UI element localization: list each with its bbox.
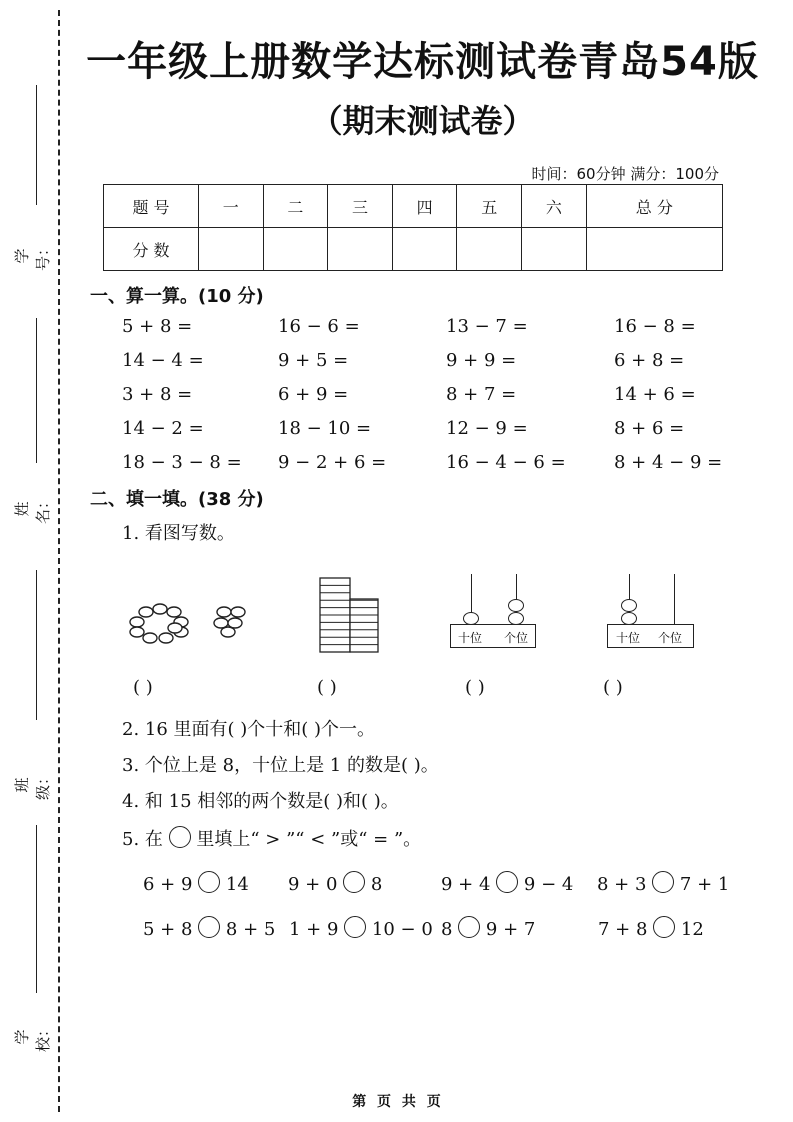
equation: 18 − 10 = <box>278 418 372 439</box>
table-cell: 二 <box>263 185 328 228</box>
name-label: 姓名： <box>13 494 52 525</box>
equation: 8 + 7 = <box>446 384 517 405</box>
page-subtitle: （期末测试卷） <box>310 102 535 140</box>
abacus-bead <box>508 599 524 612</box>
compare-left: 9 + 4 <box>441 874 491 895</box>
tens-label: 十位 <box>458 631 483 645</box>
compare-right: 14 <box>225 874 249 895</box>
school-label: 学校： <box>13 1022 52 1053</box>
compare-right: 12 <box>680 919 704 940</box>
compare-right: 9 + 7 <box>485 919 536 940</box>
compare-item <box>288 871 382 895</box>
compare-item <box>598 916 704 940</box>
question-5-prefix: 5. 在 <box>122 829 163 850</box>
compare-circle[interactable] <box>198 871 220 893</box>
counter <box>159 633 173 643</box>
abacus-rod <box>674 574 675 624</box>
answer-blank[interactable]: ( ) <box>603 677 623 698</box>
compare-circle[interactable] <box>496 871 518 893</box>
compare-left: 8 + 3 <box>597 874 647 895</box>
counter <box>143 633 157 643</box>
compare-item <box>597 871 729 895</box>
score-table-header-row <box>104 185 723 228</box>
compare-left: 6 + 9 <box>143 874 193 895</box>
table-cell: 六 <box>522 185 587 228</box>
table-cell: 三 <box>328 185 393 228</box>
equation: 9 − 2 + 6 = <box>278 452 387 473</box>
table-cell: 一 <box>199 185 264 228</box>
compare-circle[interactable] <box>198 916 220 938</box>
question-3: 3. 个位上是 8，十位上是 1 的数是( )。 <box>122 755 439 776</box>
answer-blank[interactable]: ( ) <box>317 677 337 698</box>
score-input-cell[interactable] <box>522 228 587 271</box>
table-cell: 五 <box>457 185 522 228</box>
block-stacks-figure <box>318 576 382 656</box>
score-table-score-row <box>104 228 723 271</box>
compare-item <box>441 871 573 895</box>
equation: 16 − 8 = <box>614 316 696 337</box>
equation: 6 + 9 = <box>278 384 349 405</box>
abacus-base <box>450 624 536 648</box>
compare-left: 8 <box>441 919 453 940</box>
table-cell: 总 分 <box>586 185 722 228</box>
school-line <box>36 825 37 993</box>
table-cell: 分 数 <box>104 228 199 271</box>
equation: 12 − 9 = <box>446 418 528 439</box>
question-5 <box>122 825 421 851</box>
compare-left: 9 + 0 <box>288 874 338 895</box>
compare-circle[interactable] <box>458 916 480 938</box>
page-footer: 第 页 共 页 <box>352 1094 441 1110</box>
equation: 16 − 6 = <box>278 316 360 337</box>
score-input-cell[interactable] <box>263 228 328 271</box>
question-1: 1. 看图写数。 <box>122 523 235 544</box>
compare-item <box>289 916 433 940</box>
score-table <box>103 184 723 271</box>
class-label: 班级： <box>13 770 52 801</box>
compare-right: 8 + 5 <box>225 919 276 940</box>
ten-block-column <box>350 599 378 652</box>
table-cell: 题 号 <box>104 185 199 228</box>
equation: 9 + 5 = <box>278 350 349 371</box>
compare-circle[interactable] <box>344 916 366 938</box>
equation: 13 − 7 = <box>446 316 528 337</box>
compare-left: 1 + 9 <box>289 919 339 940</box>
counter <box>217 607 231 617</box>
equation: 8 + 4 − 9 = <box>614 452 723 473</box>
counter <box>153 604 167 614</box>
equation: 14 − 2 = <box>122 418 204 439</box>
section2-heading: 二、填一填。(38 分) <box>90 489 264 510</box>
score-input-cell[interactable] <box>328 228 393 271</box>
answer-blank[interactable]: ( ) <box>465 677 485 698</box>
compare-right: 9 − 4 <box>523 874 574 895</box>
ones-label: 个位 <box>658 631 683 645</box>
compare-right: 10 − 0 <box>371 919 433 940</box>
equation: 14 − 4 = <box>122 350 204 371</box>
question-2: 2. 16 里面有( )个十和( )个一。 <box>122 719 376 740</box>
score-input-cell[interactable] <box>586 228 722 271</box>
compare-item <box>441 916 535 940</box>
counter <box>130 617 144 627</box>
time-info: 时间：60分钟 满分：100分 <box>531 165 719 183</box>
score-input-cell[interactable] <box>392 228 457 271</box>
equation: 3 + 8 = <box>122 384 193 405</box>
binding-dashed-line <box>58 10 60 1112</box>
compare-left: 7 + 8 <box>598 919 648 940</box>
compare-right: 7 + 1 <box>679 874 730 895</box>
equation: 18 − 3 − 8 = <box>122 452 242 473</box>
counter <box>168 623 182 633</box>
score-input-cell[interactable] <box>457 228 522 271</box>
compare-item <box>143 916 275 940</box>
equation: 6 + 8 = <box>614 350 685 371</box>
answer-blank[interactable]: ( ) <box>133 677 153 698</box>
counter <box>139 607 153 617</box>
circle-icon <box>169 826 191 848</box>
student-id-label: 学号： <box>13 241 52 272</box>
abacus-base <box>607 624 694 648</box>
equation: 9 + 9 = <box>446 350 517 371</box>
ones-label: 个位 <box>504 631 529 645</box>
equation: 8 + 6 = <box>614 418 685 439</box>
abacus-bead <box>621 599 637 612</box>
question-5-suffix: 里填上“ > ”“ < ”或“ = ”。 <box>196 829 422 850</box>
counter <box>231 607 245 617</box>
tens-label: 十位 <box>616 631 641 645</box>
counter <box>130 627 144 637</box>
question-4: 4. 和 15 相邻的两个数是( )和( )。 <box>122 791 399 812</box>
counters-figure <box>126 600 256 650</box>
compare-left: 5 + 8 <box>143 919 193 940</box>
compare-circle[interactable] <box>652 871 674 893</box>
name-line <box>36 318 37 463</box>
equation: 5 + 8 = <box>122 316 193 337</box>
section1-heading: 一、算一算。(10 分) <box>90 286 264 307</box>
counter <box>221 627 235 637</box>
score-input-cell[interactable] <box>199 228 264 271</box>
class-line <box>36 570 37 720</box>
compare-item <box>143 871 249 895</box>
equation: 14 + 6 = <box>614 384 696 405</box>
counter <box>167 607 181 617</box>
compare-circle[interactable] <box>653 916 675 938</box>
compare-right: 8 <box>370 874 383 895</box>
equation: 16 − 4 − 6 = <box>446 452 566 473</box>
page-title: 一年级上册数学达标测试卷青岛54版 <box>86 39 759 85</box>
table-cell: 四 <box>392 185 457 228</box>
compare-circle[interactable] <box>343 871 365 893</box>
